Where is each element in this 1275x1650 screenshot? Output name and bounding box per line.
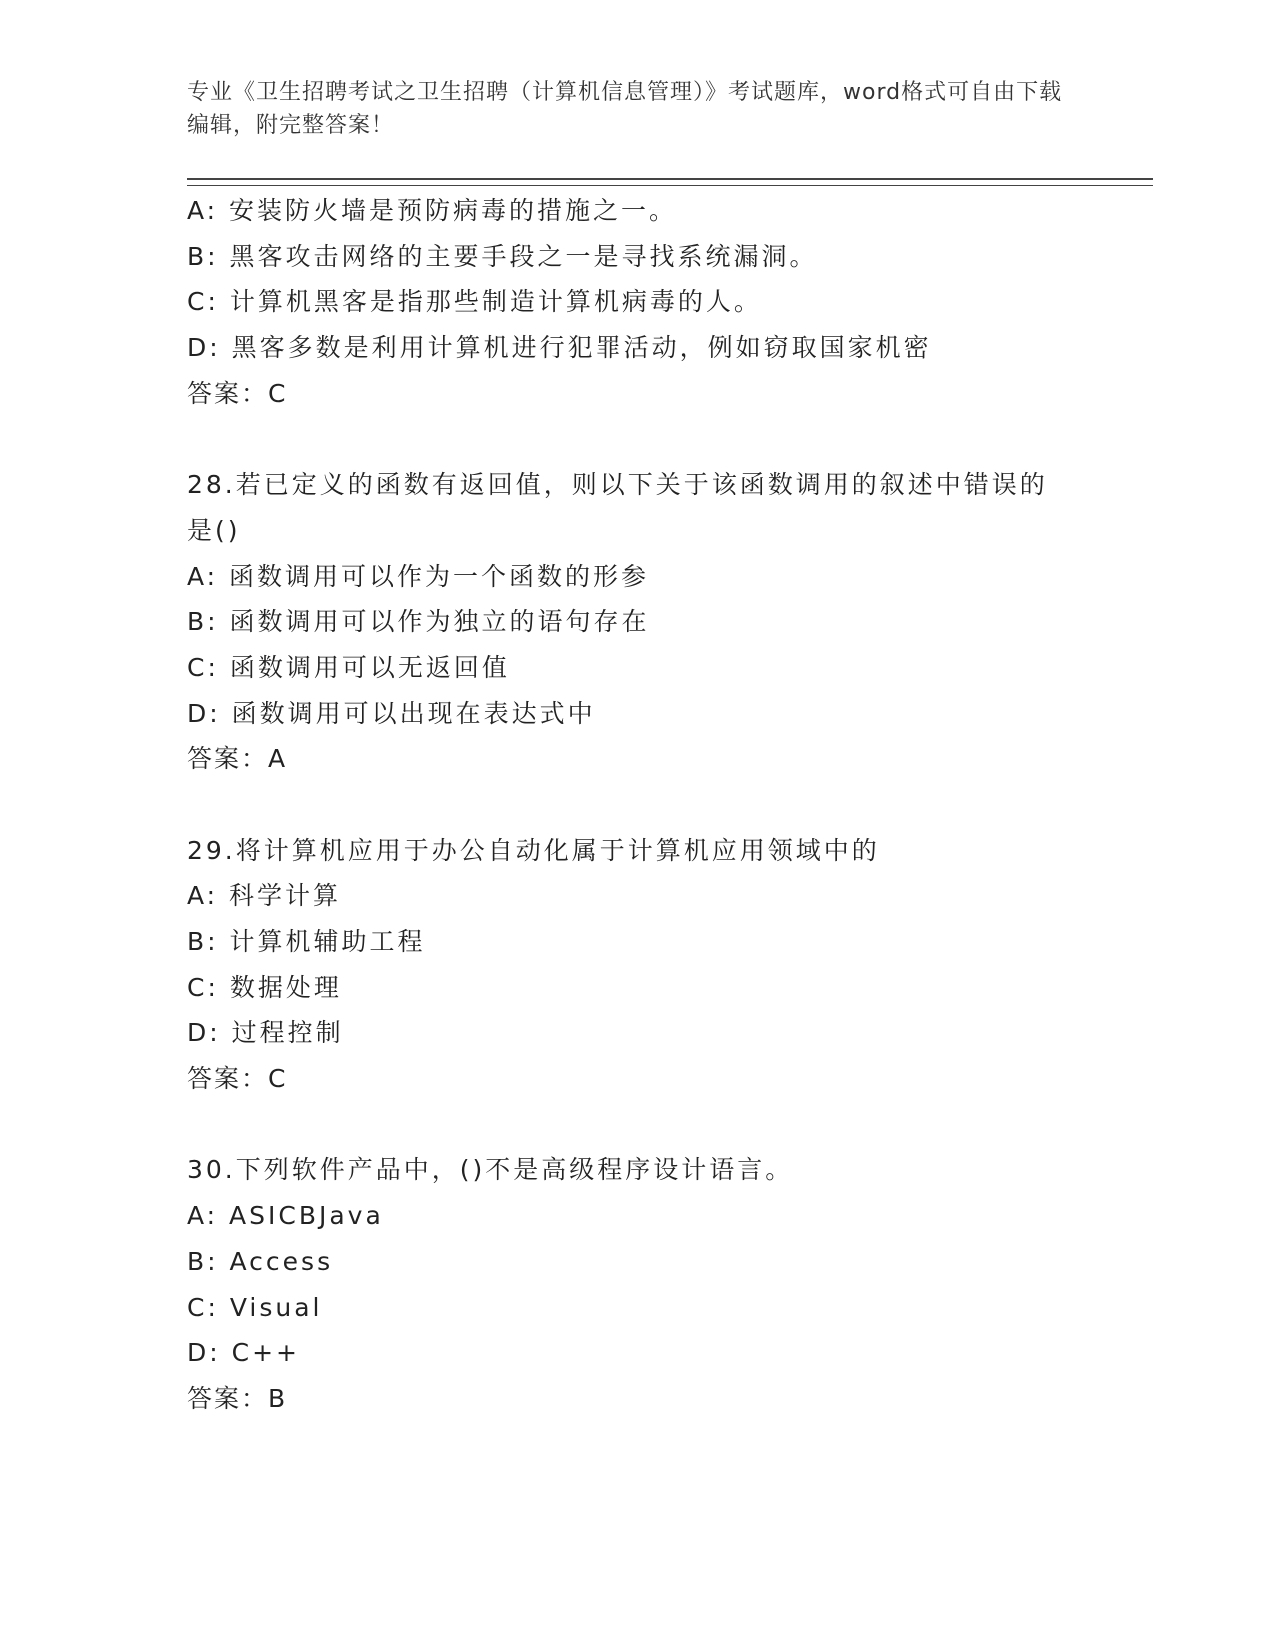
option-c: C: 函数调用可以无返回值 bbox=[187, 652, 510, 682]
answer-label: 答案： bbox=[187, 379, 269, 408]
question-29 bbox=[187, 828, 1087, 1102]
question-27 bbox=[187, 188, 1087, 416]
answer-label: 答案： bbox=[187, 1384, 269, 1413]
question-stem: 28.若已定义的函数有返回值，则以下关于该函数调用的叙述中错误的 bbox=[187, 470, 1048, 500]
option-c: C: 数据处理 bbox=[187, 972, 342, 1002]
option-b: B: 函数调用可以作为独立的语句存在 bbox=[187, 607, 650, 637]
option-c: C: 计算机黑客是指那些制造计算机病毒的人。 bbox=[187, 287, 762, 317]
option-a: A: 安装防火墙是预防病毒的措施之一。 bbox=[187, 196, 678, 225]
answer-value: C bbox=[268, 378, 288, 408]
option-d: D: 黑客多数是利用计算机进行犯罪活动，例如窃取国家机密 bbox=[187, 333, 932, 363]
option-d: D: 过程控制 bbox=[187, 1018, 344, 1048]
spacer bbox=[187, 782, 1087, 828]
option-b: B: Access bbox=[187, 1246, 334, 1276]
spacer bbox=[187, 416, 1087, 462]
option-d: D: C++ bbox=[187, 1338, 300, 1368]
option-c: C: Visual bbox=[187, 1292, 323, 1322]
question-stem: 30.下列软件产品中，()不是高级程序设计语言。 bbox=[187, 1155, 794, 1185]
question-stem: 29.将计算机应用于办公自动化属于计算机应用领域中的 bbox=[187, 835, 880, 865]
answer-value: B bbox=[268, 1383, 288, 1413]
answer-line bbox=[187, 371, 1087, 417]
question-list bbox=[187, 188, 1087, 1422]
answer-label: 答案： bbox=[187, 1065, 269, 1094]
option-d: D: 函数调用可以出现在表达式中 bbox=[187, 698, 596, 728]
answer-line bbox=[187, 1376, 1087, 1422]
option-a: A: ASICBJava bbox=[187, 1201, 384, 1231]
answer-value: C bbox=[268, 1064, 288, 1094]
answer-label: 答案： bbox=[187, 745, 269, 774]
spacer bbox=[187, 1102, 1087, 1148]
option-b: B: 计算机辅助工程 bbox=[187, 927, 426, 956]
answer-line bbox=[187, 1056, 1087, 1102]
document-header bbox=[187, 76, 1067, 142]
question-stem-continued: 是() bbox=[187, 515, 241, 545]
header-divider bbox=[187, 178, 1153, 186]
answer-value: A bbox=[268, 744, 288, 774]
question-28 bbox=[187, 462, 1087, 782]
option-b: B: 黑客攻击网络的主要手段之一是寻找系统漏洞。 bbox=[187, 241, 818, 271]
question-30 bbox=[187, 1147, 1087, 1421]
header-text: 专业《卫生招聘考试之卫生招聘（计算机信息管理）》考试题库，word格式可自由下载编辑，附完整答案！ bbox=[187, 80, 1063, 138]
answer-line bbox=[187, 736, 1087, 782]
option-a: A: 科学计算 bbox=[187, 881, 342, 911]
option-a: A: 函数调用可以作为一个函数的形参 bbox=[187, 561, 650, 591]
